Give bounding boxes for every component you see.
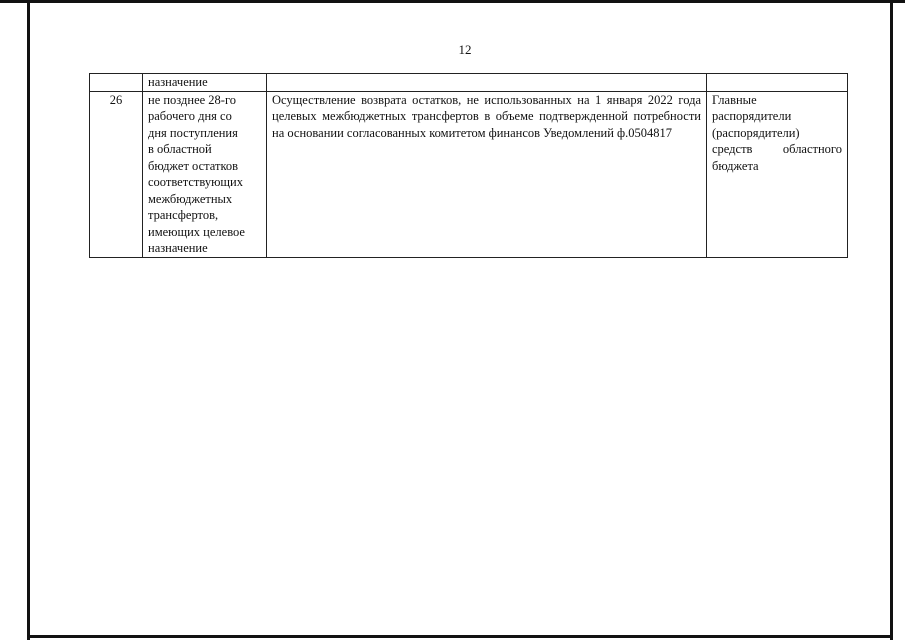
schedule-table	[89, 73, 848, 258]
term-line: назначение	[148, 241, 208, 255]
cell-term	[143, 91, 267, 257]
term-line: трансфертов,	[148, 208, 219, 222]
term-line: межбюджетных	[148, 191, 233, 206]
cell-description	[267, 74, 707, 92]
term-line: соответствующих	[148, 175, 243, 189]
term-line: в областной	[148, 142, 212, 156]
term-line: не позднее 28-го	[148, 92, 237, 107]
cell-number: 26	[90, 91, 143, 257]
responsible-line: Главные	[712, 92, 757, 107]
responsible-line: бюджета	[712, 158, 759, 173]
term-line: рабочего дня со	[148, 109, 232, 123]
cell-responsible	[707, 74, 848, 92]
responsible-line: (распорядители)	[712, 125, 800, 140]
table-row	[90, 91, 848, 257]
responsible-line: средств областного	[712, 142, 842, 156]
term-line: имеющих целевое	[148, 224, 245, 239]
cell-responsible	[707, 91, 848, 257]
cell-number	[90, 74, 143, 92]
term-line: дня поступления	[148, 125, 238, 140]
term-line: бюджет остатков	[148, 158, 239, 173]
table-row-continuation	[90, 74, 848, 92]
page-number: 12	[458, 42, 472, 57]
cell-description: Осуществление возврата остатков, не использованных на 1 января 2022 года целевых межбюджетных трансфертов в объеме подтвержденной потребности на основании согласованных комитетом финансов Уведомлений ф.0504817	[267, 91, 707, 257]
scan-border-right	[890, 0, 893, 640]
cell-term: назначение	[143, 74, 267, 92]
scan-border-bottom	[27, 635, 893, 638]
responsible-line: распорядители	[712, 109, 792, 123]
scan-border-left	[27, 0, 30, 640]
scan-border-top	[0, 0, 905, 3]
